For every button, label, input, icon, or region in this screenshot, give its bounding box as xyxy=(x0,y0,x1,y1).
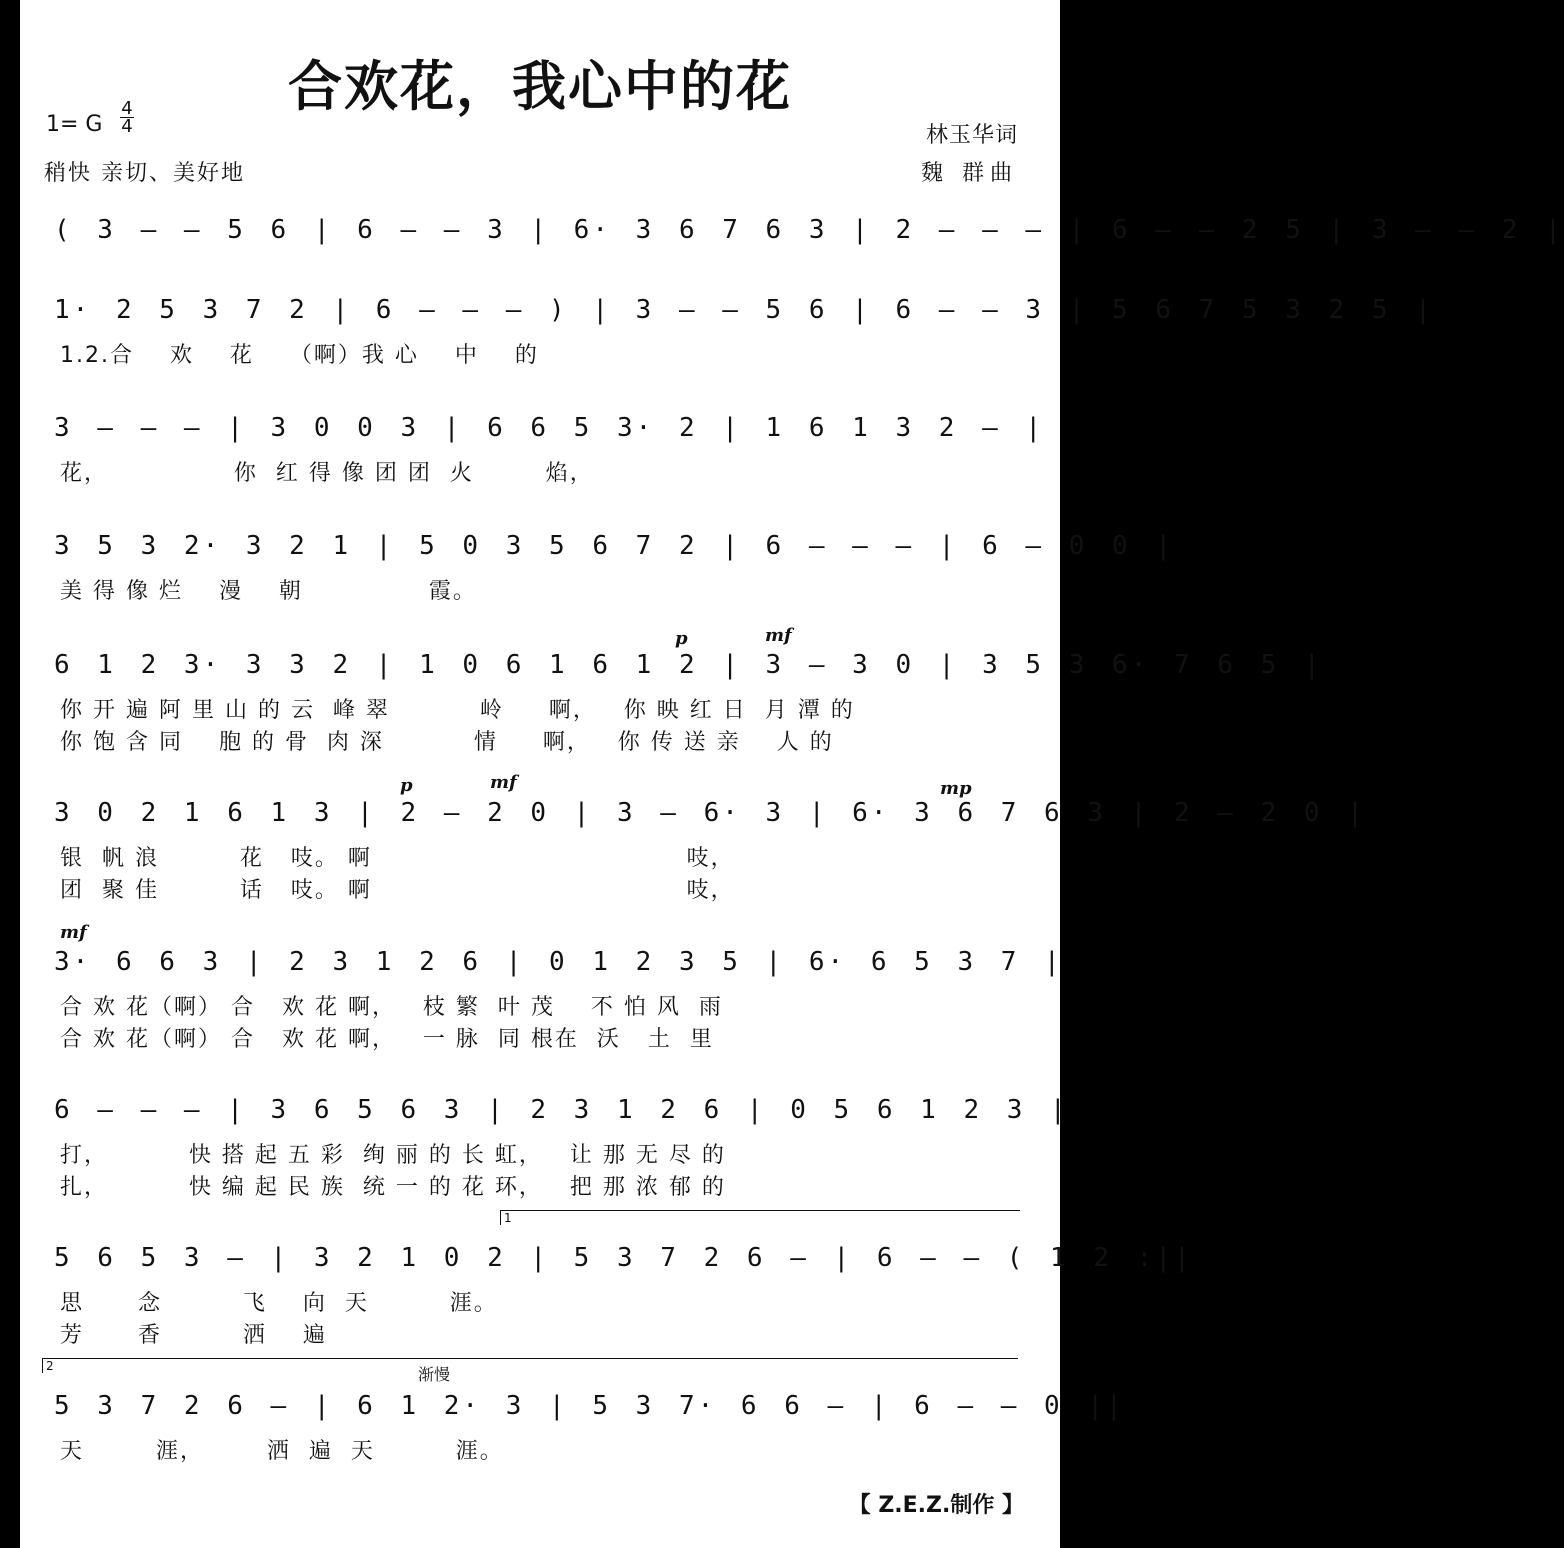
notation-row: 6 1 2 3· 3 3 2 | 1 0 6 1 6 1 2 | 3 — 3 0 | 3 5 3 6· 7 6 5 | xyxy=(54,650,1323,680)
maker-credit: 【 Z.E.Z.制作 】 xyxy=(848,1493,1024,1518)
notation-row: 5 3 7 2 6 — | 6 1 2· 3 | 5 3 7· 6 6 — | 6 — — 0 || xyxy=(54,1391,1125,1421)
key-signature: 1= G xyxy=(46,112,103,137)
composer-credit: 魏 群曲 xyxy=(921,161,1018,186)
lyric-line-1: 美 得 像 烂 漫 朝 霞。 xyxy=(60,579,477,604)
tempo-marking: 稍快 亲切、美好地 xyxy=(44,161,245,186)
score-sheet xyxy=(20,0,1564,1548)
tempo-change: 渐慢 xyxy=(418,1365,451,1384)
dynamic-marking: mp xyxy=(940,778,972,799)
notation-row: ( 3 — — 5 6 | 6 — — 3 | 6· 3 6 7 6 3 | 2 — — — | 6 — — 2 5 | 3 — — 2 | xyxy=(54,215,1564,245)
lyric-line-2: 合 欢 花（啊） 合 欢 花 啊， 一 脉 同 根在 沃 土 里 xyxy=(60,1027,714,1052)
notation-row: 3 0 2 1 6 1 3 | 2 — 2 0 | 3 — 6· 3 | 6· 3 6 7 6 3 | 2 — 2 0 | xyxy=(54,798,1366,828)
lyric-line-1: 1.2.合 欢 花 （啊）我 心 中 的 xyxy=(60,343,539,368)
lyric-line-1: 花， 你 红 得 像 团 团 火 焰， xyxy=(60,461,594,486)
notation-row: 5 6 5 3 — | 3 2 1 0 2 | 5 3 7 2 6 — | 6 — — ( 1 2 :|| xyxy=(54,1243,1193,1273)
notation-row: 1· 2 5 3 7 2 | 6 — — — ) | 3 — — 5 6 | 6 — — 3 | 5 6 7 5 3 2 5 | xyxy=(54,295,1434,325)
lyric-line-2: 芳 香 洒 遍 xyxy=(60,1323,327,1348)
lyric-line-2: 扎， 快 编 起 民 族 统 一 的 花 环， 把 那 浓 郁 的 xyxy=(60,1175,726,1200)
lyric-line-2: 你 饱 含 同 胞 的 骨 肉 深 情 啊， 你 传 送 亲 人 的 xyxy=(60,730,834,755)
dynamic-marking: p xyxy=(400,775,413,796)
notation-row: 3 5 3 2· 3 2 1 | 5 0 3 5 6 7 2 | 6 — — — | 6 — 0 0 | xyxy=(54,531,1174,561)
song-title: 合欢花，我心中的花 xyxy=(288,55,792,118)
volta-1: 1 xyxy=(500,1210,1020,1225)
lyric-line-1: 银 帆 浪 花 吱。 啊 吱， xyxy=(60,846,735,871)
dynamic-marking: mf xyxy=(60,922,87,943)
notation-row: 3 — — — | 3 0 0 3 | 6 6 5 3· 2 | 1 6 1 3 2 — | xyxy=(54,413,1045,443)
time-top: 4 xyxy=(121,98,133,119)
time-signature xyxy=(120,100,134,135)
lyric-line-1: 你 开 遍 阿 里 山 的 云 峰 翠 岭 啊， 你 映 红 日 月 潭 的 xyxy=(60,698,855,723)
lyric-line-1: 天 涯， 洒 遍 天 涯。 xyxy=(60,1439,504,1464)
volta-2: 2 xyxy=(42,1358,1018,1373)
dynamic-marking: p xyxy=(675,628,688,649)
lyric-line-1: 合 欢 花（啊） 合 欢 花 啊， 枝 繁 叶 茂 不 怕 风 雨 xyxy=(60,995,723,1020)
dynamic-marking: mf xyxy=(490,772,517,793)
lyric-line-1: 思 念 飞 向 天 涯。 xyxy=(60,1291,498,1316)
lyric-line-1: 打， 快 搭 起 五 彩 绚 丽 的 长 虹， 让 那 无 尽 的 xyxy=(60,1143,726,1168)
lyricist-credit: 林玉华词 xyxy=(925,123,1018,148)
dynamic-marking: mf xyxy=(765,625,792,646)
time-bottom: 4 xyxy=(121,116,133,137)
notation-row: 3· 6 6 3 | 2 3 1 2 6 | 0 1 2 3 5 | 6· 6 5 3 7 | xyxy=(54,947,1063,977)
notation-row: 6 — — — | 3 6 5 6 3 | 2 3 1 2 6 | 0 5 6 1 2 3 | xyxy=(54,1095,1069,1125)
lyric-line-2: 团 聚 佳 话 吱。 啊 吱， xyxy=(60,878,735,903)
